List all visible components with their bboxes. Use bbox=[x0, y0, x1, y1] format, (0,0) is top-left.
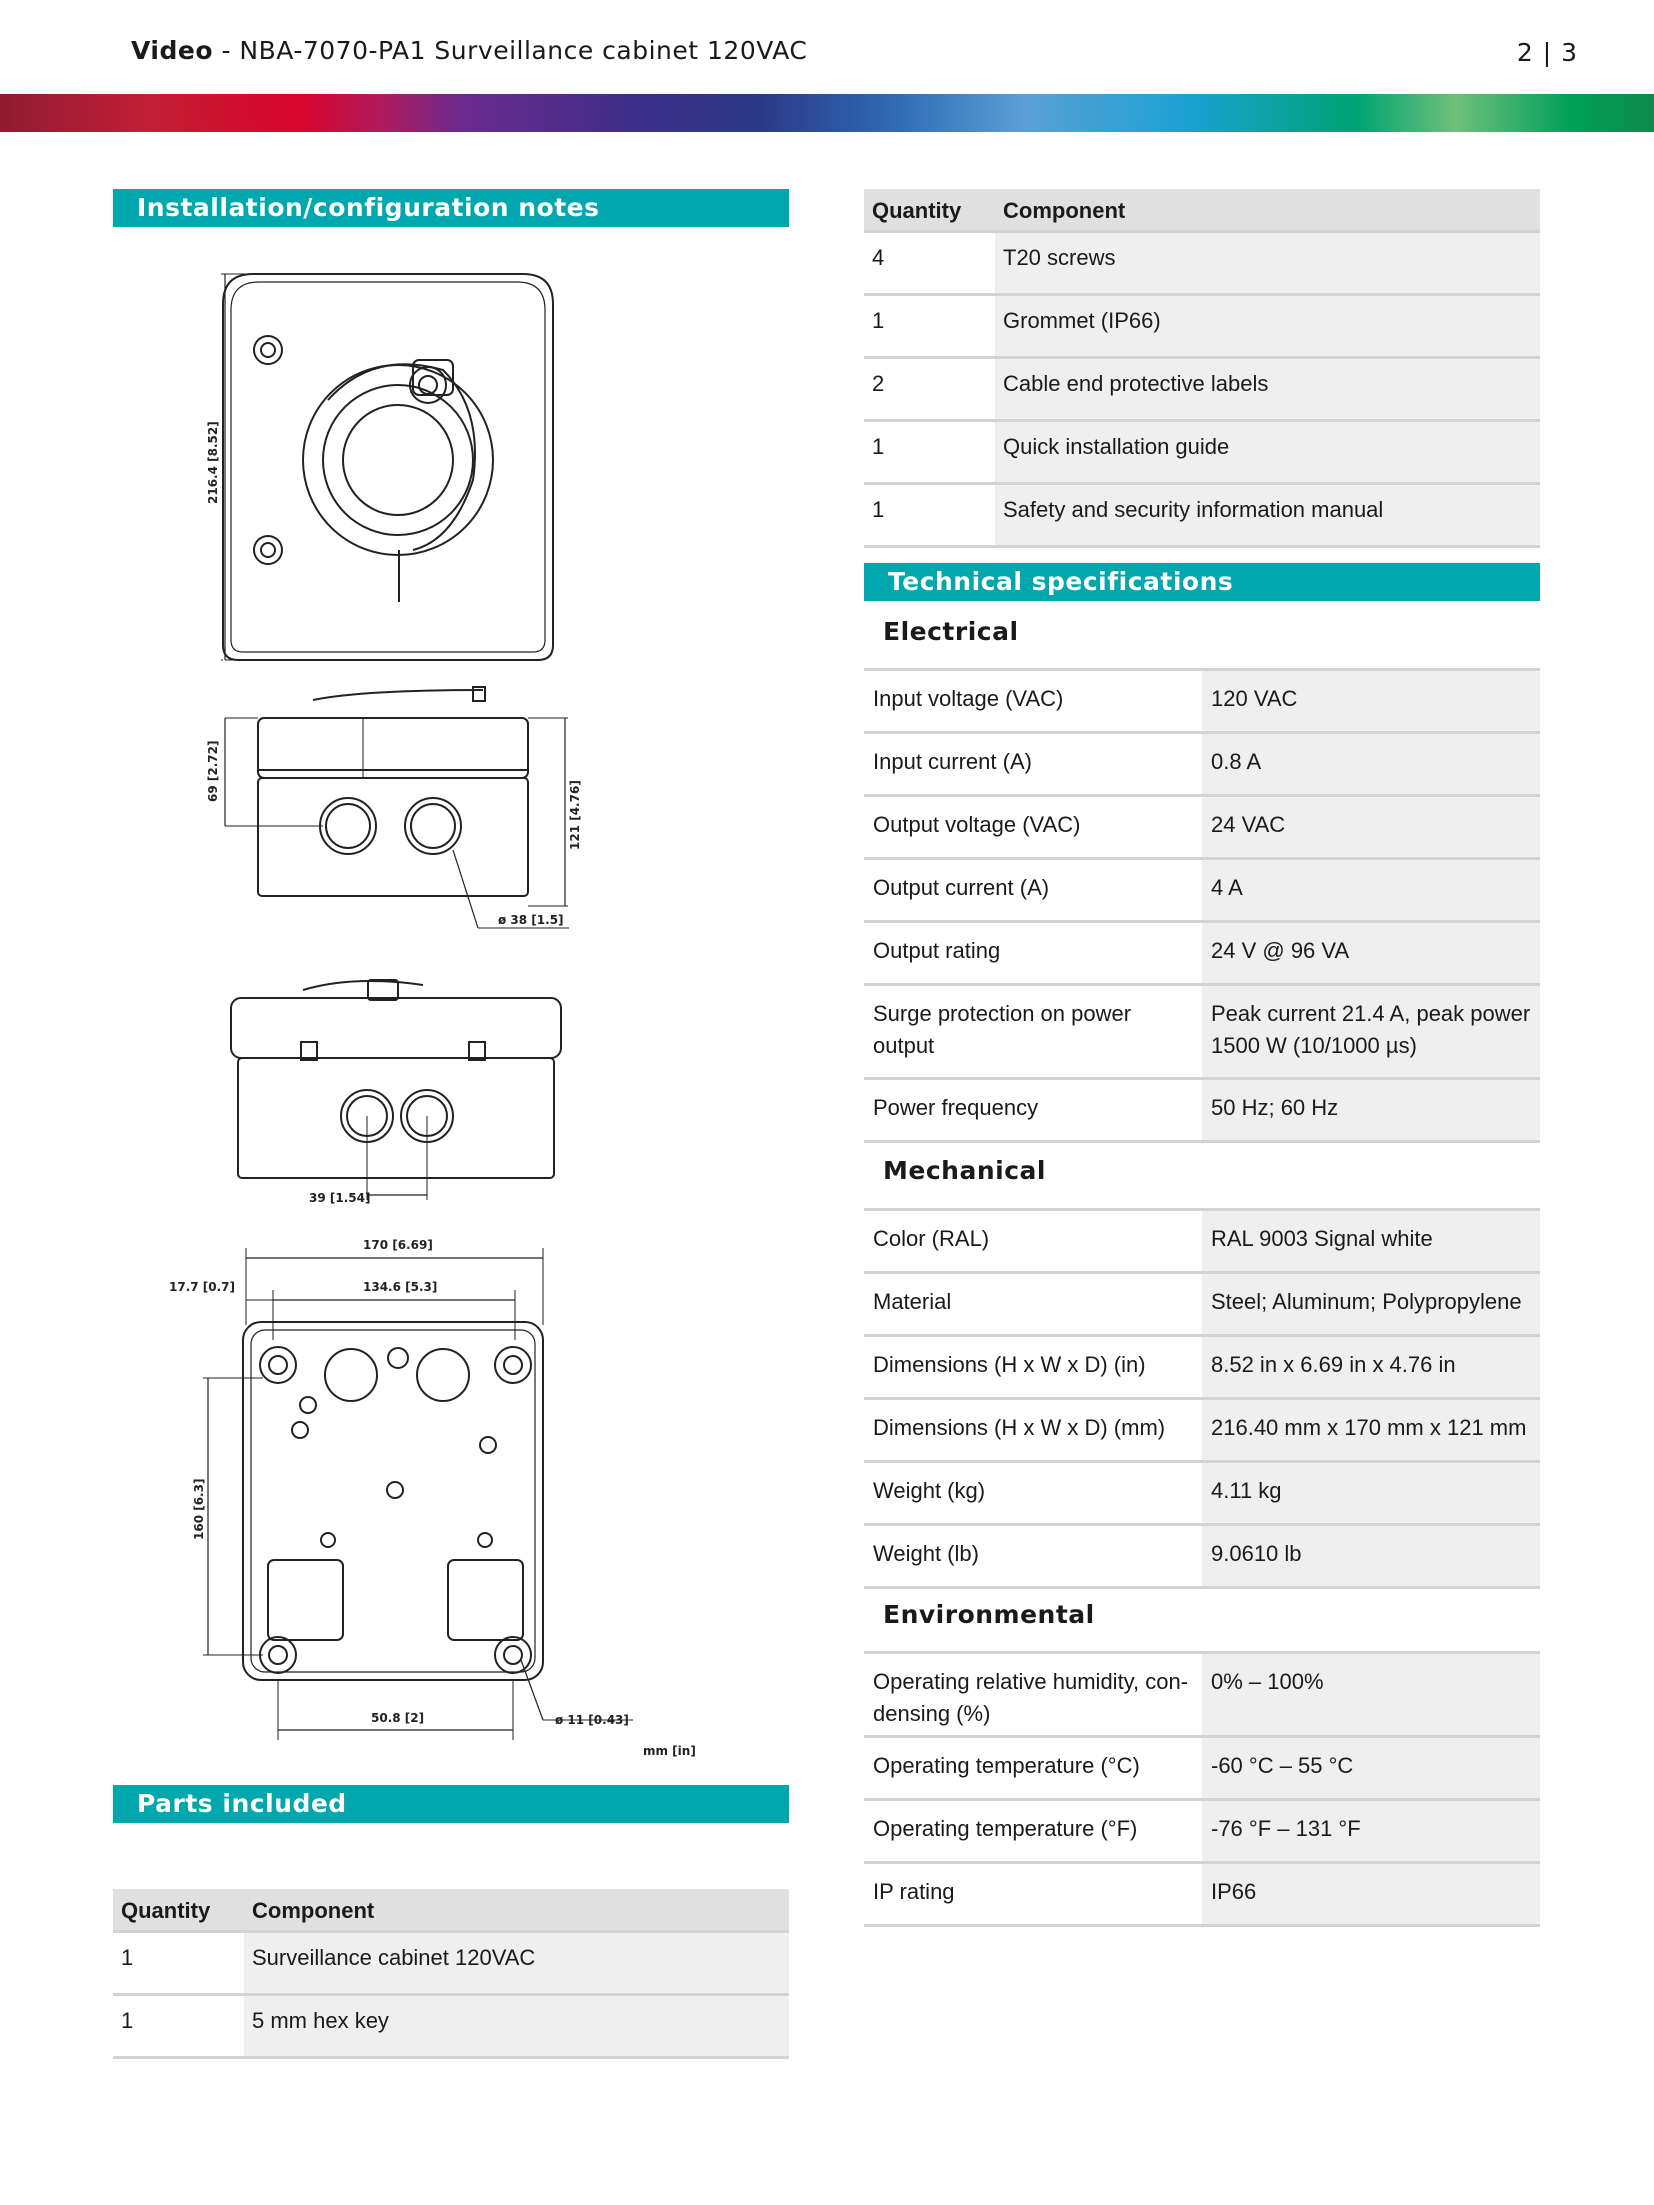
header-component: Component bbox=[244, 1889, 789, 1931]
dim-39-label: 39 [1.54] bbox=[309, 1191, 371, 1205]
spec-value: 8.52 in x 6.69 in x 4.76 in bbox=[1202, 1337, 1540, 1397]
dim-170-label: 170 [6.69] bbox=[363, 1238, 433, 1252]
header-quantity: Quantity bbox=[113, 1889, 244, 1931]
spec-value: 50 Hz; 60 Hz bbox=[1202, 1080, 1540, 1140]
units-label: mm [in] bbox=[643, 1744, 696, 1758]
table-row bbox=[113, 1994, 789, 2057]
spec-value: 4.11 kg bbox=[1202, 1463, 1540, 1523]
component-cell: Quick installation guide bbox=[995, 420, 1540, 483]
spec-key: Weight (lb) bbox=[873, 1541, 979, 1566]
dim-hole-label: ø 38 [1.5] bbox=[498, 913, 564, 927]
page-number: 2 | 3 bbox=[1516, 38, 1578, 67]
spec-row bbox=[864, 1274, 1540, 1337]
component-cell: T20 screws bbox=[995, 231, 1540, 294]
table-row bbox=[864, 294, 1540, 357]
spec-key: Input current (A) bbox=[873, 749, 1032, 774]
table-row bbox=[864, 483, 1540, 546]
electrical-spec-table bbox=[864, 668, 1540, 1143]
spec-key: Weight (kg) bbox=[873, 1478, 986, 1503]
parts-table-header bbox=[113, 1889, 789, 1931]
spec-row bbox=[864, 797, 1540, 860]
spec-row bbox=[864, 986, 1540, 1080]
spec-row bbox=[864, 923, 1540, 986]
spec-value: 216.40 mm x 170 mm x 121 mm bbox=[1202, 1400, 1540, 1460]
spec-key: IP rating bbox=[873, 1879, 955, 1904]
spec-value: 0.8 A bbox=[1202, 734, 1540, 794]
spec-value: RAL 9003 Signal white bbox=[1202, 1211, 1540, 1271]
spec-key: Operating relative humidity, con-densing (%) bbox=[873, 1669, 1189, 1726]
qty-cell: 4 bbox=[864, 231, 995, 294]
section-technical-specifications: Technical specifications bbox=[864, 563, 1540, 601]
dim-69-label: 69 [2.72] bbox=[206, 740, 220, 802]
spec-key: Dimensions (H x W x D) (mm) bbox=[873, 1415, 1166, 1440]
dim-17-label: 17.7 [0.7] bbox=[169, 1280, 236, 1294]
qty-cell: 1 bbox=[864, 483, 995, 546]
spec-row bbox=[864, 1211, 1540, 1274]
dim-160-label: 160 [6.3] bbox=[192, 1478, 206, 1540]
spec-group-environmental: Environmental bbox=[883, 1600, 1095, 1629]
table-row bbox=[864, 357, 1540, 420]
dim-height-label: 216.4 [8.52] bbox=[206, 421, 220, 504]
table-row bbox=[864, 231, 1540, 294]
parts-table-continued bbox=[864, 189, 1540, 548]
spec-value: -60 °C – 55 °C bbox=[1202, 1738, 1540, 1798]
dim-50-label: 50.8 [2] bbox=[371, 1711, 425, 1725]
spec-row bbox=[864, 860, 1540, 923]
spec-value: Steel; Aluminum; Polypropylene bbox=[1202, 1274, 1540, 1334]
spec-group-mechanical: Mechanical bbox=[883, 1156, 1046, 1185]
spec-value: 24 VAC bbox=[1202, 797, 1540, 857]
qty-cell: 2 bbox=[864, 357, 995, 420]
spec-group-electrical: Electrical bbox=[883, 617, 1019, 646]
spec-row bbox=[864, 671, 1540, 734]
document-title bbox=[131, 36, 807, 65]
dim-134-label: 134.6 [5.3] bbox=[363, 1280, 438, 1294]
spec-row bbox=[864, 1801, 1540, 1864]
category-label: Video bbox=[131, 36, 214, 65]
qty-cell: 1 bbox=[864, 420, 995, 483]
spec-value: Peak current 21.4 A, peak power 1500 W (10/1000 µs) bbox=[1202, 986, 1540, 1077]
section-installation-notes: Installation/configuration notes bbox=[113, 189, 789, 227]
spec-key: Output current (A) bbox=[873, 875, 1050, 900]
spec-value: 120 VAC bbox=[1202, 671, 1540, 731]
qty-cell: 1 bbox=[864, 294, 995, 357]
spec-row bbox=[864, 734, 1540, 797]
spec-value: IP66 bbox=[1202, 1864, 1540, 1924]
spec-row bbox=[864, 1654, 1540, 1738]
parts-table-header bbox=[864, 189, 1540, 231]
spec-key: Output voltage (VAC) bbox=[873, 812, 1081, 837]
spec-key: Material bbox=[873, 1289, 952, 1314]
spec-row bbox=[864, 1463, 1540, 1526]
spec-key: Power frequency bbox=[873, 1095, 1039, 1120]
spec-key: Input voltage (VAC) bbox=[873, 686, 1064, 711]
spec-key: Output rating bbox=[873, 938, 1001, 963]
dimension-drawing bbox=[113, 250, 789, 1770]
environmental-spec-table bbox=[864, 1651, 1540, 1927]
table-row bbox=[864, 420, 1540, 483]
spec-row bbox=[864, 1080, 1540, 1143]
component-cell: Surveillance cabinet 120VAC bbox=[244, 1931, 789, 1994]
component-cell: Safety and security information manual bbox=[995, 483, 1540, 546]
qty-cell: 1 bbox=[113, 1931, 244, 1994]
header-quantity: Quantity bbox=[864, 189, 995, 231]
spec-value: -76 °F – 131 °F bbox=[1202, 1801, 1540, 1861]
spec-row bbox=[864, 1337, 1540, 1400]
spec-value: 0% – 100% bbox=[1202, 1654, 1540, 1735]
header-component: Component bbox=[995, 189, 1540, 231]
spec-key: Operating temperature (°C) bbox=[873, 1753, 1140, 1778]
component-cell: Cable end protective labels bbox=[995, 357, 1540, 420]
qty-cell: 1 bbox=[113, 1994, 244, 2057]
spec-row bbox=[864, 1864, 1540, 1927]
product-title: - NBA-7070-PA1 Surveillance cabinet 120VAC bbox=[213, 36, 808, 65]
dim-11-label: ø 11 [0.43] bbox=[555, 1713, 629, 1727]
mechanical-spec-table bbox=[864, 1208, 1540, 1589]
spec-key: Color (RAL) bbox=[873, 1226, 990, 1251]
parts-table bbox=[113, 1889, 789, 2059]
spec-key: Dimensions (H x W x D) (in) bbox=[873, 1352, 1146, 1377]
spec-key: Operating temperature (°F) bbox=[873, 1816, 1138, 1841]
spec-key: Surge protection on power output bbox=[873, 1001, 1132, 1058]
section-parts-included: Parts included bbox=[113, 1785, 789, 1823]
table-row bbox=[113, 1931, 789, 1994]
component-cell: Grommet (IP66) bbox=[995, 294, 1540, 357]
spec-value: 24 V @ 96 VA bbox=[1202, 923, 1540, 983]
dim-121-label: 121 [4.76] bbox=[568, 780, 582, 850]
spec-value: 9.0610 lb bbox=[1202, 1526, 1540, 1586]
component-cell: 5 mm hex key bbox=[244, 1994, 789, 2057]
brand-color-band bbox=[0, 94, 1654, 132]
spec-value: 4 A bbox=[1202, 860, 1540, 920]
spec-row bbox=[864, 1526, 1540, 1589]
spec-row bbox=[864, 1400, 1540, 1463]
spec-row bbox=[864, 1738, 1540, 1801]
